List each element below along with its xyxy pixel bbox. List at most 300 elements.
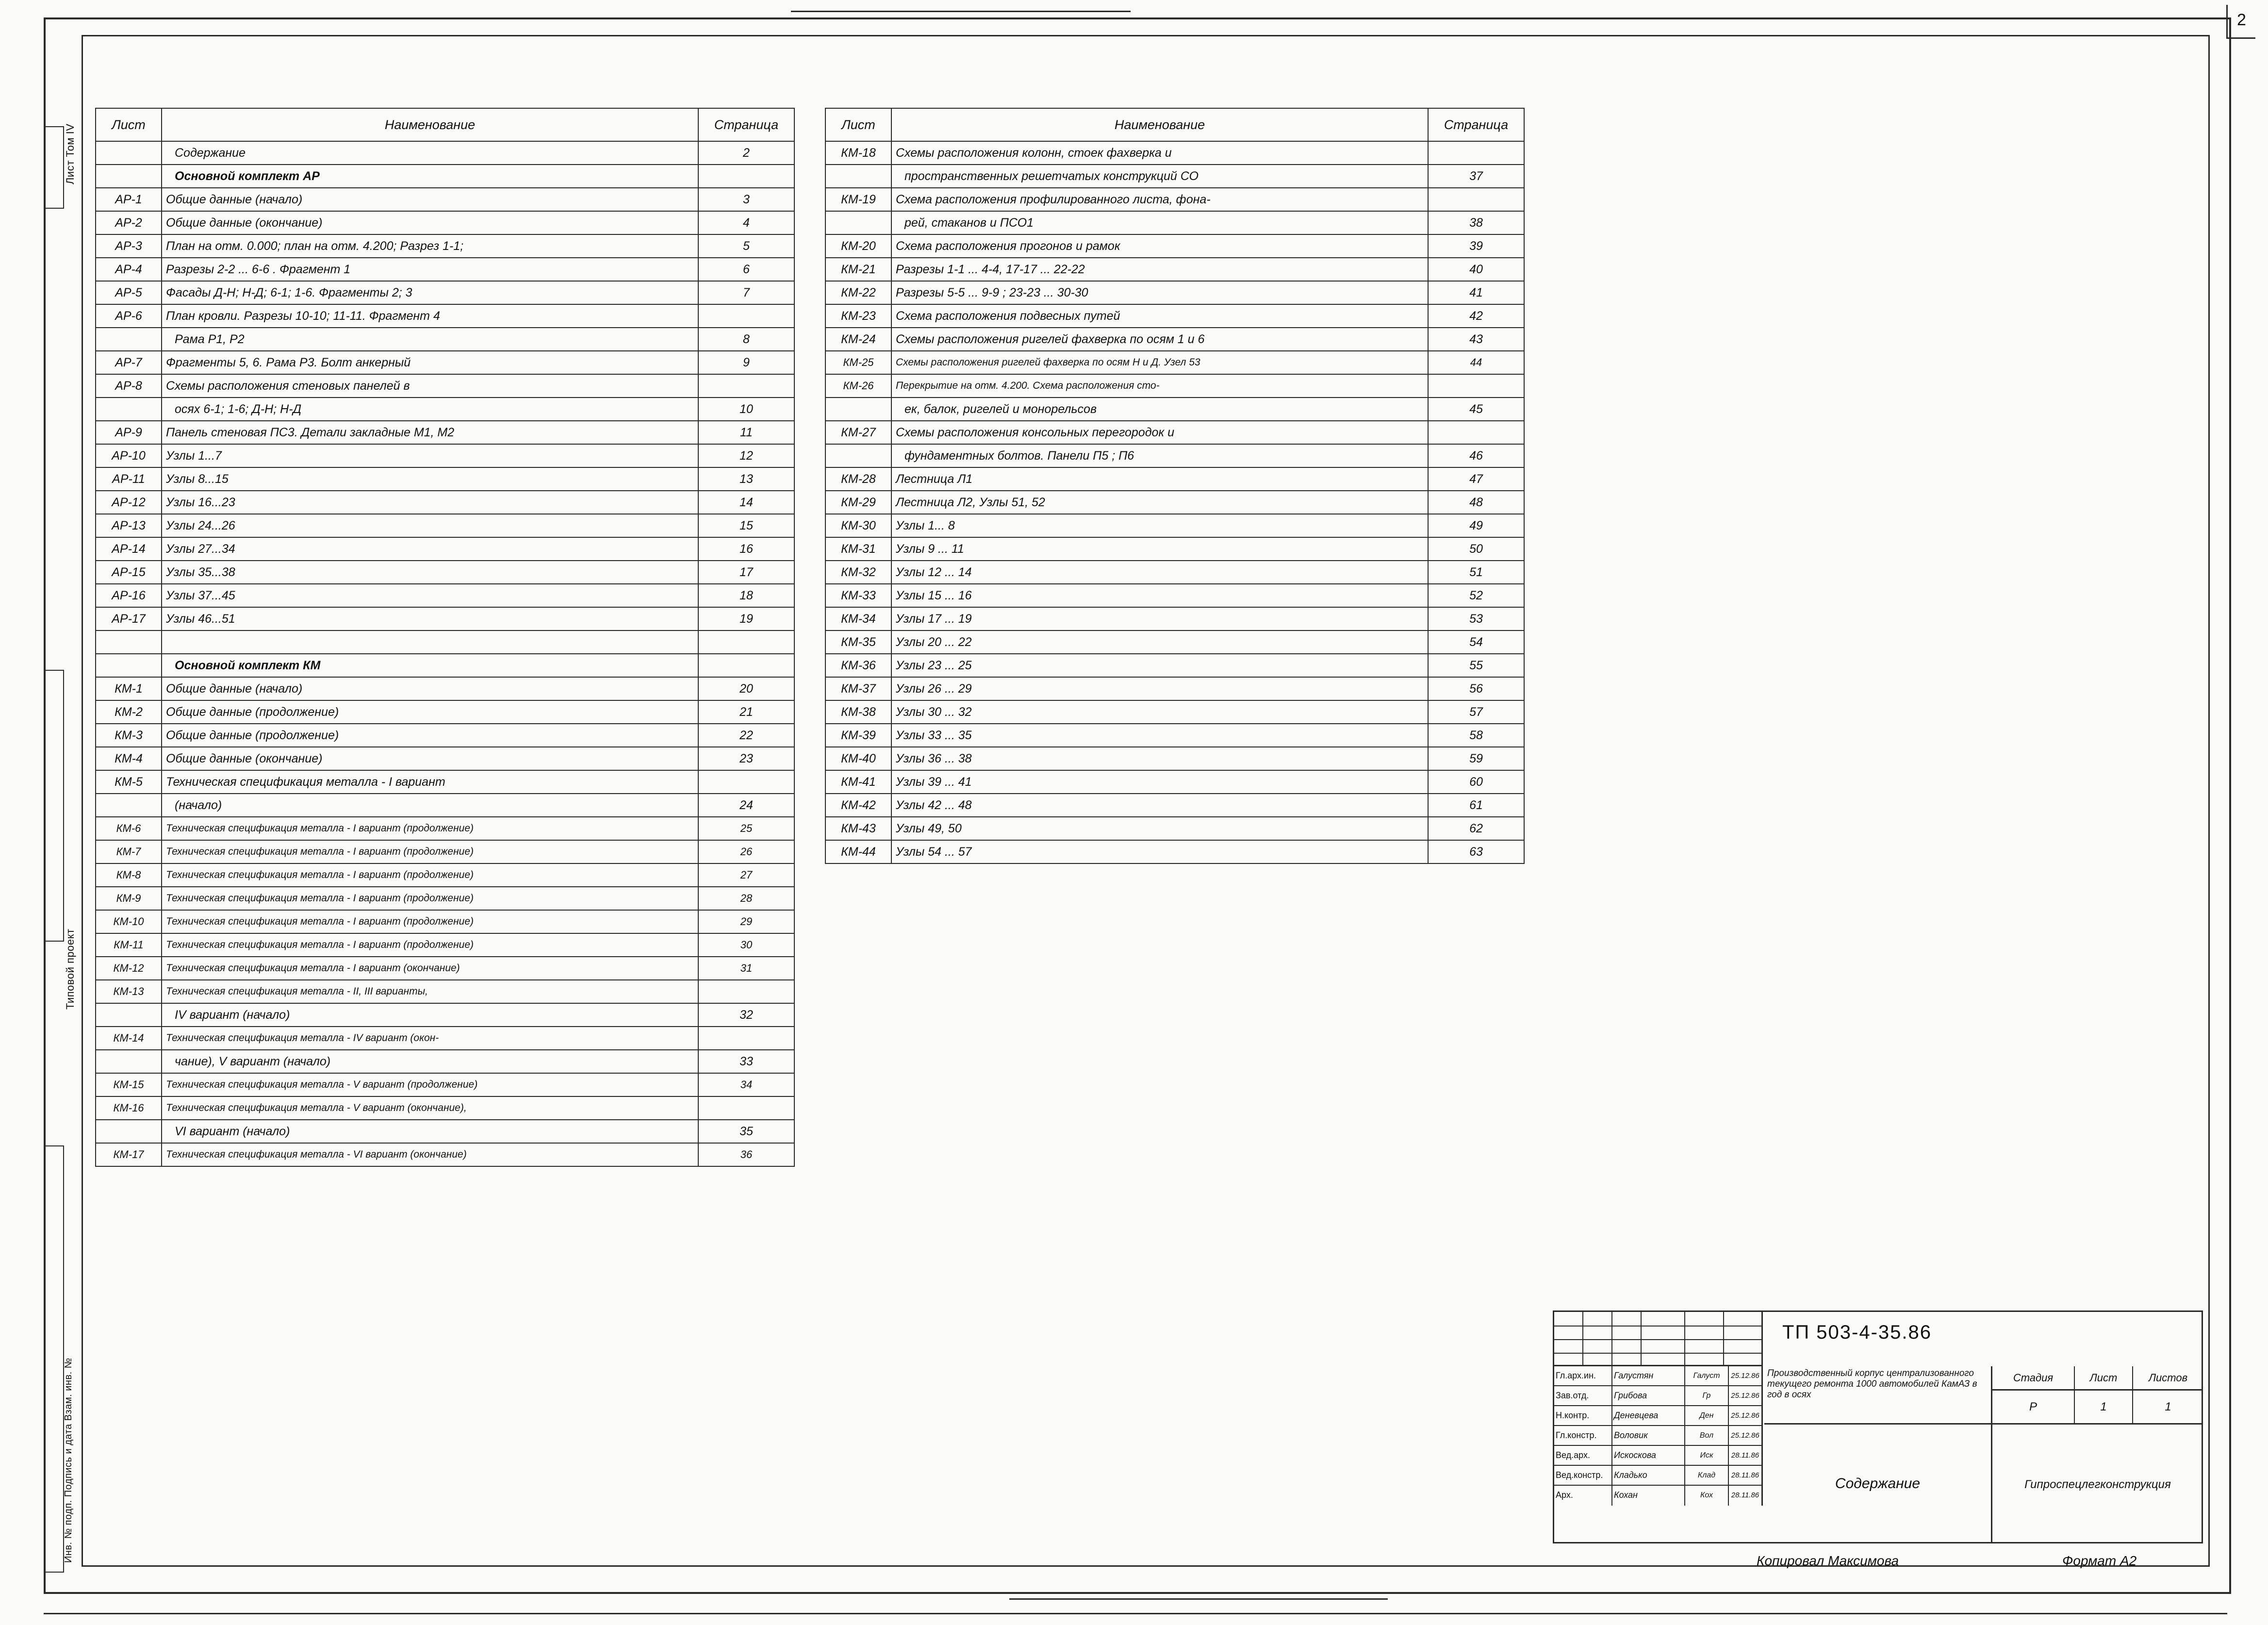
cell-sheet: КМ-42 [825, 794, 891, 817]
cell-page [698, 374, 794, 398]
cell-sheet: КМ-26 [825, 374, 891, 398]
cell-sheet: КМ-37 [825, 677, 891, 700]
cell-page: 10 [698, 398, 794, 421]
cell-name: Общие данные (начало) [162, 677, 698, 700]
cell-name: Общие данные (продолжение) [162, 700, 698, 724]
cell-name: Основной комплект КМ [162, 654, 698, 677]
copier-label: Копировал Максимова [1757, 1553, 1899, 1568]
cell-sheet: КМ-22 [825, 281, 891, 304]
cell-page: 28 [698, 887, 794, 910]
table-row [96, 467, 794, 491]
cell-sheet: КМ-32 [825, 561, 891, 584]
cell-page: 7 [698, 281, 794, 304]
table-row [825, 281, 1524, 304]
role-date: 25.12.86 [1731, 1372, 1759, 1380]
cell-name: Панель стеновая ПС3. Детали закладные М1, М2 [162, 421, 698, 444]
cell-sheet: АР-5 [96, 281, 162, 304]
cell-name: Разрезы 5-5 ... 9-9 ; 23-23 ... 30-30 [891, 281, 1428, 304]
table-row [96, 421, 794, 444]
cell-page [698, 304, 794, 328]
table-row [96, 211, 794, 234]
role-row [1554, 1426, 1761, 1446]
side-label-bottom: Инв. № подп. Подпись и дата Взам. инв. № [63, 1358, 74, 1563]
table-row [96, 817, 794, 840]
table-row [96, 887, 794, 910]
cell-page: 3 [698, 188, 794, 211]
table-row [825, 141, 1524, 165]
role-person: Искоскова [1612, 1446, 1685, 1465]
role-title: Арх. [1554, 1486, 1612, 1506]
cell-page: 30 [698, 933, 794, 957]
cell-name: Техническая спецификация металла - I вариант (продолжение) [162, 933, 698, 957]
cell-page: 63 [1428, 840, 1524, 863]
cell-sheet: КМ-25 [825, 351, 891, 374]
role-row [1554, 1486, 1761, 1506]
cell-page: 15 [698, 514, 794, 537]
table-row [825, 398, 1524, 421]
cell-name: ек, балок, ригелей и монорельсов [891, 398, 1428, 421]
cell-sheet: КМ-41 [825, 770, 891, 794]
cell-sheet [96, 1050, 162, 1073]
cell-sheet [96, 1003, 162, 1027]
table-row [96, 537, 794, 561]
stage-header-sheet: Лист [2075, 1366, 2133, 1389]
cell-sheet: КМ-11 [96, 933, 162, 957]
cell-page: 59 [1428, 747, 1524, 770]
table-row [825, 304, 1524, 328]
cell-sheet: КМ-20 [825, 234, 891, 258]
cell-name: Содержание [162, 141, 698, 165]
cell-name: Схемы расположения ригелей фахверка по осям 1 и 6 [891, 328, 1428, 351]
cell-sheet: АР-8 [96, 374, 162, 398]
table-row [96, 957, 794, 980]
cell-name: Основной комплект АР [162, 165, 698, 188]
table-row [825, 188, 1524, 211]
table-row [825, 444, 1524, 467]
cell-name: Общие данные (окончание) [162, 747, 698, 770]
cell-sheet: КМ-31 [825, 537, 891, 561]
stage-headers [1992, 1366, 2203, 1391]
cell-page: 36 [698, 1143, 794, 1166]
cell-sheet: АР-10 [96, 444, 162, 467]
cell-page [698, 980, 794, 1003]
cell-name: Узлы 16...23 [162, 491, 698, 514]
cell-sheet: АР-14 [96, 537, 162, 561]
cell-sheet: АР-13 [96, 514, 162, 537]
cell-page: 42 [1428, 304, 1524, 328]
role-signature: Клад [1685, 1466, 1729, 1485]
cell-page: 21 [698, 700, 794, 724]
table-row [825, 630, 1524, 654]
cell-page: 60 [1428, 770, 1524, 794]
table-row [825, 491, 1524, 514]
cell-page: 55 [1428, 654, 1524, 677]
cell-sheet: АР-1 [96, 188, 162, 211]
cell-sheet: КМ-29 [825, 491, 891, 514]
document-title: Содержание [1764, 1425, 1992, 1543]
cell-name: Лестница Л1 [891, 467, 1428, 491]
cell-name: План кровли. Разрезы 10-10; 11-11. Фрагмент 4 [162, 304, 698, 328]
table-row [96, 141, 794, 165]
cell-name: Узлы 17 ... 19 [891, 607, 1428, 630]
table-row [825, 374, 1524, 398]
cell-sheet: АР-9 [96, 421, 162, 444]
top-fold-mark [791, 0, 1131, 12]
cell-sheet [96, 794, 162, 817]
cell-name: Схемы расположения консольных перегородок и [891, 421, 1428, 444]
table-row [96, 910, 794, 933]
bottom-fold-mark-2 [1009, 1598, 1388, 1614]
table-row [96, 630, 794, 654]
cell-page: 53 [1428, 607, 1524, 630]
cell-sheet: КМ-4 [96, 747, 162, 770]
role-signature: Кох [1685, 1486, 1729, 1506]
project-code: ТП 503-4-35.86 [1782, 1322, 1932, 1343]
cell-page [1428, 188, 1524, 211]
stage-header-sheets: Листов [2148, 1372, 2188, 1384]
cell-page: 46 [1428, 444, 1524, 467]
role-person: Воловик [1612, 1426, 1685, 1445]
cell-page [698, 165, 794, 188]
role-signature: Ден [1685, 1406, 1729, 1425]
table-row [96, 1050, 794, 1073]
role-title: Вед.констр. [1554, 1466, 1612, 1485]
cell-name: Техническая спецификация металла - I вариант (продолжение) [162, 817, 698, 840]
table-row [96, 1003, 794, 1027]
cell-name: Узлы 12 ... 14 [891, 561, 1428, 584]
cell-sheet: КМ-21 [825, 258, 891, 281]
cell-page: 25 [698, 817, 794, 840]
cell-page [1428, 141, 1524, 165]
cell-sheet: КМ-24 [825, 328, 891, 351]
cell-page [698, 770, 794, 794]
roles-block [1554, 1366, 1763, 1506]
header-sheet: Лист [96, 108, 162, 141]
cell-sheet [96, 141, 162, 165]
cell-sheet: АР-6 [96, 304, 162, 328]
cell-page: 4 [698, 211, 794, 234]
cell-page: 26 [698, 840, 794, 863]
table-row [96, 374, 794, 398]
table-row [96, 304, 794, 328]
cell-name: Узлы 15 ... 16 [891, 584, 1428, 607]
table-row [825, 817, 1524, 840]
role-person: Кохан [1612, 1486, 1685, 1506]
cell-page: 57 [1428, 700, 1524, 724]
header-name: Наименование [891, 108, 1428, 141]
cell-name: Фрагменты 5, 6. Рама Р3. Болт анкерный [162, 351, 698, 374]
cell-name: пространственных решетчатых конструкций СО [891, 165, 1428, 188]
side-box-bottom [44, 1145, 64, 1573]
cell-sheet: КМ-1 [96, 677, 162, 700]
header-sheet: Лист [825, 108, 891, 141]
header-page: Страница [698, 108, 794, 141]
table-row [825, 258, 1524, 281]
cell-page: 14 [698, 491, 794, 514]
cell-sheet: АР-16 [96, 584, 162, 607]
cell-page: 49 [1428, 514, 1524, 537]
table-row [825, 700, 1524, 724]
cell-sheet [825, 444, 891, 467]
role-signature: Галуст [1685, 1366, 1729, 1385]
cell-page: 61 [1428, 794, 1524, 817]
cell-name: Лестница Л2, Узлы 51, 52 [891, 491, 1428, 514]
side-box-middle [44, 670, 64, 942]
cell-sheet: КМ-10 [96, 910, 162, 933]
title-block [1553, 1310, 2203, 1543]
cell-name: Схемы расположения ригелей фахверка по осям Н и Д. Узел 53 [891, 351, 1428, 374]
table-row [825, 211, 1524, 234]
cell-name: Общие данные (начало) [162, 188, 698, 211]
cell-sheet: АР-7 [96, 351, 162, 374]
cell-sheet: КМ-40 [825, 747, 891, 770]
cell-name: Общие данные (продолжение) [162, 724, 698, 747]
cell-name: Техническая спецификация металла - IV вариант (окон- [162, 1027, 698, 1050]
cell-sheet: КМ-18 [825, 141, 891, 165]
cell-page: 31 [698, 957, 794, 980]
table-row [825, 467, 1524, 491]
cell-page: 38 [1428, 211, 1524, 234]
cell-name: Техническая спецификация металла - II, III варианты, [162, 980, 698, 1003]
table-row [825, 537, 1524, 561]
role-person: Деневцева [1612, 1406, 1685, 1425]
cell-sheet: КМ-33 [825, 584, 891, 607]
cell-name: Узлы 54 ... 57 [891, 840, 1428, 863]
cell-page: 12 [698, 444, 794, 467]
cell-name: Схема расположения прогонов и рамок [891, 234, 1428, 258]
stage-values [1992, 1391, 2203, 1425]
cell-sheet: КМ-15 [96, 1073, 162, 1096]
table-row [96, 607, 794, 630]
revision-grid [1554, 1312, 1763, 1366]
cell-sheet: КМ-28 [825, 467, 891, 491]
cell-page: 62 [1428, 817, 1524, 840]
table-row [825, 654, 1524, 677]
cell-sheet: КМ-9 [96, 887, 162, 910]
cell-page: 35 [698, 1120, 794, 1143]
role-person: Галустян [1612, 1366, 1685, 1385]
role-title: Вед.арх. [1554, 1446, 1612, 1465]
cell-name: Узлы 1... 8 [891, 514, 1428, 537]
table-row [825, 514, 1524, 537]
cell-page [698, 1096, 794, 1120]
table-row [825, 351, 1524, 374]
table-header-row [96, 108, 794, 141]
cell-page: 45 [1428, 398, 1524, 421]
cell-page: 5 [698, 234, 794, 258]
cell-sheet [825, 211, 891, 234]
table-header-row [825, 108, 1524, 141]
cell-name: План на отм. 0.000; план на отм. 4.200; Разрез 1-1; [162, 234, 698, 258]
cell-sheet: КМ-2 [96, 700, 162, 724]
cell-name: Техническая спецификация металла - V вариант (окончание), [162, 1096, 698, 1120]
role-signature: Вол [1685, 1426, 1729, 1445]
cell-sheet: КМ-13 [96, 980, 162, 1003]
cell-name: Узлы 27...34 [162, 537, 698, 561]
stage-value-sheets: 1 [2165, 1400, 2171, 1413]
cell-page: 58 [1428, 724, 1524, 747]
cell-name: IV вариант (начало) [162, 1003, 698, 1027]
table-row [96, 1073, 794, 1096]
table-row [825, 840, 1524, 863]
role-row [1554, 1406, 1761, 1426]
role-signature: Иск [1685, 1446, 1729, 1465]
format-label: Формат А2 [2062, 1553, 2137, 1568]
cell-sheet [96, 1120, 162, 1143]
cell-name: Техническая спецификация металла - V вариант (продолжение) [162, 1073, 698, 1096]
cell-page: 37 [1428, 165, 1524, 188]
role-row [1554, 1366, 1761, 1386]
cell-page: 54 [1428, 630, 1524, 654]
table-row [96, 724, 794, 747]
role-row [1554, 1446, 1761, 1466]
cell-sheet [96, 654, 162, 677]
cell-name: Схемы расположения колонн, стоек фахверка и [891, 141, 1428, 165]
cell-sheet: КМ-34 [825, 607, 891, 630]
cell-name [162, 630, 698, 654]
cell-sheet: КМ-35 [825, 630, 891, 654]
cell-name: фундаментных болтов. Панели П5 ; П6 [891, 444, 1428, 467]
cell-name: Рама Р1, Р2 [162, 328, 698, 351]
table-row [825, 584, 1524, 607]
cell-page: 19 [698, 607, 794, 630]
contents-table-right [825, 108, 1525, 864]
table-row [96, 584, 794, 607]
table-row [96, 491, 794, 514]
cell-sheet: АР-4 [96, 258, 162, 281]
cell-page: 6 [698, 258, 794, 281]
cell-name: Техническая спецификация металла - I вариант (продолжение) [162, 887, 698, 910]
cell-page: 41 [1428, 281, 1524, 304]
table-row [825, 747, 1524, 770]
cell-sheet: КМ-8 [96, 863, 162, 887]
cell-name: Схема расположения подвесных путей [891, 304, 1428, 328]
cell-page: 16 [698, 537, 794, 561]
table-row [825, 421, 1524, 444]
table-row [96, 794, 794, 817]
cell-sheet: КМ-7 [96, 840, 162, 863]
cell-sheet: КМ-36 [825, 654, 891, 677]
cell-sheet: АР-15 [96, 561, 162, 584]
cell-name: Общие данные (окончание) [162, 211, 698, 234]
cell-sheet: АР-3 [96, 234, 162, 258]
cell-name: Узлы 33 ... 35 [891, 724, 1428, 747]
cell-page: 32 [698, 1003, 794, 1027]
page-number-corner: 2 [2226, 5, 2255, 39]
object-description: Производственный корпус централизованного текущего ремонта 1000 автомобилей КамАЗ в год в осях [1764, 1366, 1992, 1425]
cell-sheet [96, 398, 162, 421]
table-row [96, 980, 794, 1003]
table-row [96, 281, 794, 304]
role-row [1554, 1386, 1761, 1406]
table-row [96, 1027, 794, 1050]
cell-page [698, 654, 794, 677]
cell-name: Разрезы 2-2 ... 6-6 . Фрагмент 1 [162, 258, 698, 281]
table-row [96, 863, 794, 887]
cell-name: Техническая спецификация металла - I вариант (окончание) [162, 957, 698, 980]
table-row [825, 165, 1524, 188]
cell-page: 51 [1428, 561, 1524, 584]
cell-sheet [96, 630, 162, 654]
role-date: 28.11.86 [1731, 1451, 1759, 1459]
table-row [825, 677, 1524, 700]
cell-name: Узлы 36 ... 38 [891, 747, 1428, 770]
table-row [96, 1120, 794, 1143]
cell-name: осях 6-1; 1-6; Д-Н; Н-Д [162, 398, 698, 421]
role-title: Зав.отд. [1554, 1386, 1612, 1405]
cell-page: 2 [698, 141, 794, 165]
cell-page: 44 [1428, 351, 1524, 374]
cell-page [1428, 374, 1524, 398]
table-row [96, 677, 794, 700]
cell-name: VI вариант (начало) [162, 1120, 698, 1143]
table-row [96, 700, 794, 724]
table-row [96, 1096, 794, 1120]
table-row [96, 398, 794, 421]
cell-sheet [825, 398, 891, 421]
cell-sheet: КМ-19 [825, 188, 891, 211]
cell-sheet: КМ-6 [96, 817, 162, 840]
table-row [96, 234, 794, 258]
table-row [96, 351, 794, 374]
cell-sheet: КМ-14 [96, 1027, 162, 1050]
cell-sheet: КМ-17 [96, 1143, 162, 1166]
cell-name: Узлы 9 ... 11 [891, 537, 1428, 561]
side-stamp-column [47, 39, 81, 1573]
cell-page [698, 1027, 794, 1050]
role-person: Кладько [1612, 1466, 1685, 1485]
cell-page: 33 [698, 1050, 794, 1073]
cell-name: Узлы 24...26 [162, 514, 698, 537]
cell-page: 39 [1428, 234, 1524, 258]
cell-page: 50 [1428, 537, 1524, 561]
stage-header-stage: Стадия [1992, 1366, 2075, 1389]
cell-sheet [96, 165, 162, 188]
table-row [96, 1143, 794, 1166]
stage-value-stage: Р [1992, 1391, 2075, 1423]
cell-sheet: КМ-44 [825, 840, 891, 863]
cell-name: Схемы расположения стеновых панелей в [162, 374, 698, 398]
cell-page: 24 [698, 794, 794, 817]
table-row [825, 561, 1524, 584]
table-row [825, 724, 1524, 747]
cell-page: 40 [1428, 258, 1524, 281]
cell-name: Узлы 35...38 [162, 561, 698, 584]
cell-page [1428, 421, 1524, 444]
cell-name: Узлы 30 ... 32 [891, 700, 1428, 724]
table-row [96, 933, 794, 957]
role-date: 28.11.86 [1731, 1471, 1759, 1479]
cell-name: рей, стаканов и ПСО1 [891, 211, 1428, 234]
cell-name: Узлы 46...51 [162, 607, 698, 630]
cell-name: Узлы 26 ... 29 [891, 677, 1428, 700]
cell-page: 8 [698, 328, 794, 351]
cell-page: 11 [698, 421, 794, 444]
cell-sheet: КМ-3 [96, 724, 162, 747]
cell-sheet [96, 328, 162, 351]
table-row [96, 654, 794, 677]
cell-page: 13 [698, 467, 794, 491]
cell-page: 9 [698, 351, 794, 374]
cell-page: 20 [698, 677, 794, 700]
table-row [96, 165, 794, 188]
cell-sheet: КМ-12 [96, 957, 162, 980]
cell-sheet: КМ-43 [825, 817, 891, 840]
cell-sheet: КМ-5 [96, 770, 162, 794]
header-name: Наименование [162, 108, 698, 141]
stage-value-sheet: 1 [2075, 1391, 2133, 1423]
cell-name: Узлы 42 ... 48 [891, 794, 1428, 817]
